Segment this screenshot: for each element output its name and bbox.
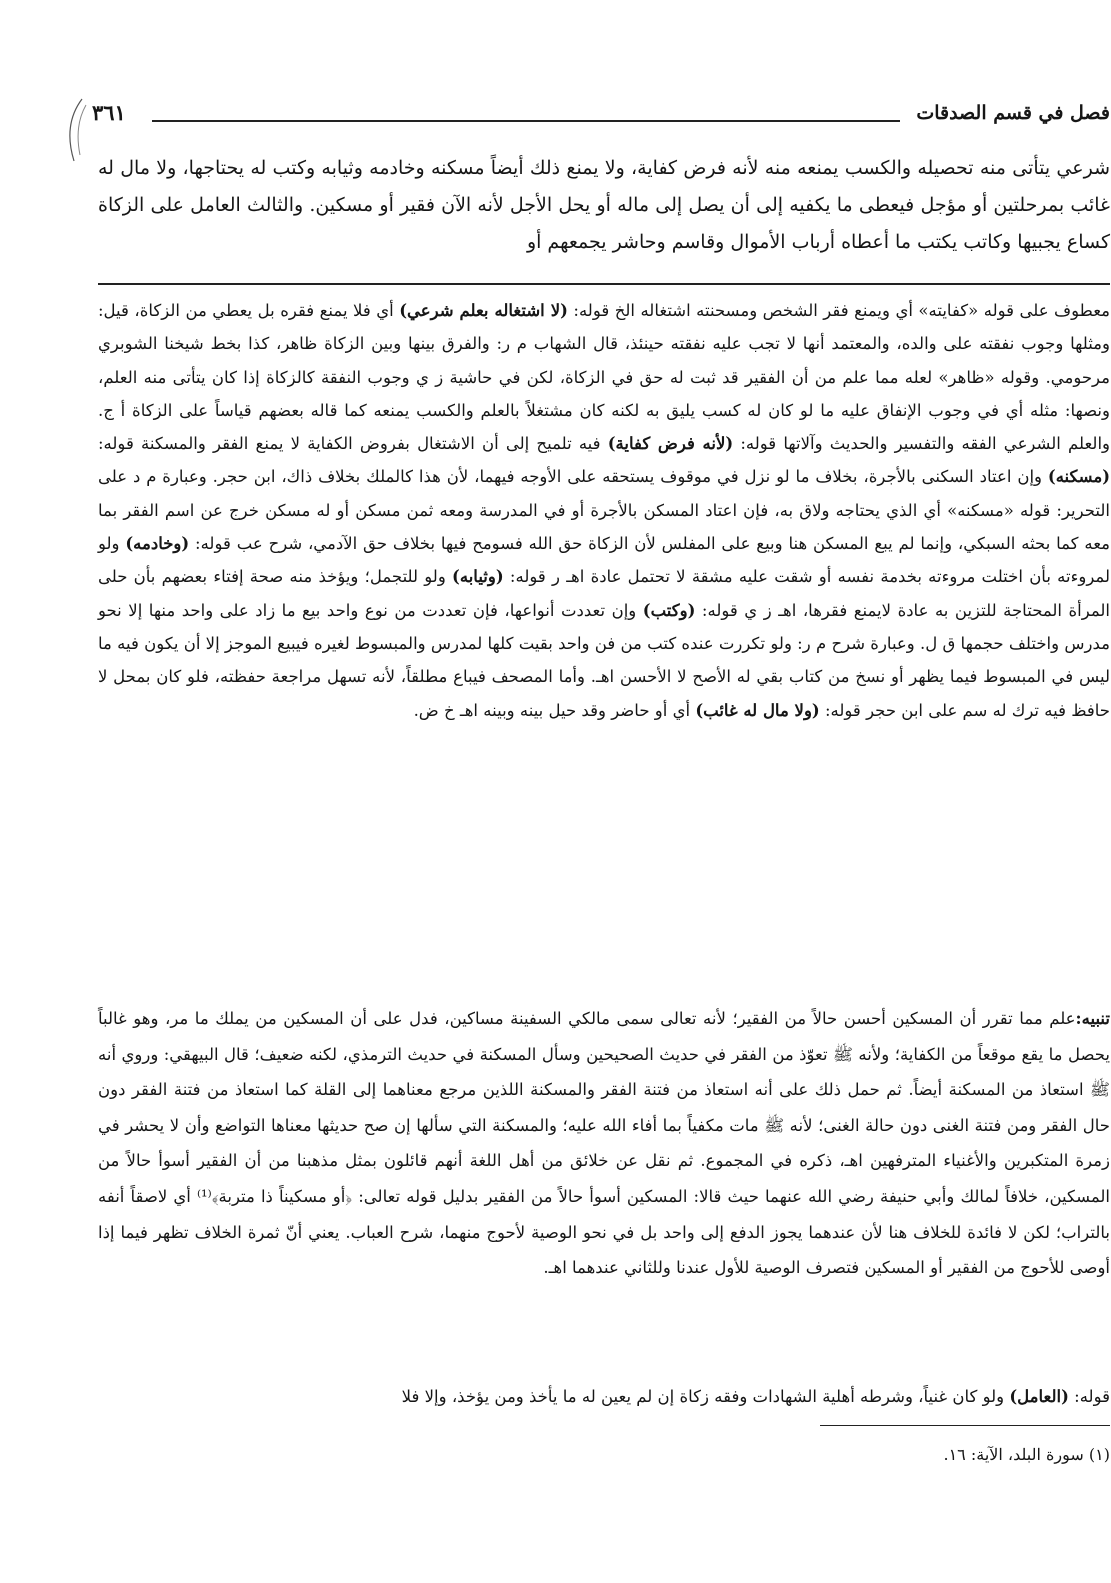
footnote-divider	[820, 1425, 1110, 1426]
last-para-text: قوله:	[1068, 1387, 1110, 1406]
commentary-heading: (وخادمه)	[125, 534, 190, 554]
commentary-text: ولو للتجمل؛ ويؤخذ منه صحة إفتاء بعضهم بأن حلى المرأة المحتاجة للتزين به عادة لايمنع فقرها، اهـ ز ي قوله:	[98, 567, 1110, 620]
chapter-title: فصل في قسم الصدقات	[916, 102, 1110, 124]
commentary-heading: (لا اشتغاله بعلم شرعي)	[399, 301, 568, 320]
page-number: ٣٦١	[92, 100, 126, 125]
commentary	[98, 294, 1110, 727]
main-commentary-divider	[98, 283, 1110, 285]
commentary-heading: (لأنه فرض كفاية)	[607, 434, 734, 454]
header-rule	[152, 120, 900, 122]
last-paragraph	[98, 1380, 1110, 1414]
commentary-heading: (وثيابه)	[452, 567, 504, 587]
commentary-text: فيه تلميح إلى أن الاشتغال بفروض الكفاية لا يمنع الفقر والمسكنة قوله:	[98, 434, 608, 454]
main-paragraph: شرعي يتأتى منه تحصيله والكسب يمنعه منه لأنه فرض كفاية، ولا يمنع ذلك أيضاً مسكنه وخادمه وثيابه وكتب له يحتاجها، ولا مال له غائب بمرحلتين أو مؤجل فيعطى ما يكفيه إلى أن يصل إلى ماله أو يحل الأجل لأنه الآن فقير أو مسكين. والثالث العامل على الزكاة كساع يجبيها وكاتب يكتب ما أعطاه أرباب الأموال وقاسم وحاشر يجمعهم أو	[98, 157, 1110, 253]
footnote-text: سورة البلد، الآية: ١٦.	[943, 1445, 1084, 1464]
last-para-heading: (العامل)	[1009, 1387, 1069, 1406]
running-header	[92, 98, 1110, 138]
tanbih-note	[98, 1001, 1110, 1286]
tanbih-text: علم مما تقرر أن المسكين أحسن حالاً من الفقير؛ لأنه تعالى سمى مالكي السفينة مساكين، فدل على أن المسكين من يملك ما مر، وهو غالباً يحصل ما يقع موقعاً من الكفاية؛ ولأنه ﷺ تعوّذ من الفقر في حديث الصحيحين وسأل المسكنة في حديث الترمذي، لكنه ضعيف؛ قال البيهقي: وروي أنه ﷺ استعاذ من المسكنة أيضاً. ثم حمل ذلك على أنه استعاذ من فتنة الفقر والمسكنة اللذين مرجع معناهما إلى القلة كما استعاذ من فتنة الفقر دون حال الفقر ومن فتنة الغنى دون حالة الغنى؛ لأنه ﷺ مات مكفياً بما أفاء الله عليه؛ والمسكنة التي سألها إن صح حديثها معناها التواضع وأن لا يحشر في زمرة المتكبرين والأغنياء المترفهين اهـ، ذكره في المجموع. ثم نقل عن خلائق من أهل اللغة أنهم قائلون بمثل مذهبنا من أن الفقير أسوأ حالاً من المسكين، خلافاً لمالك وأبي حنيفة رضي الله عنهما حيث قالا: المسكين أسوأ حالاً من الفقير بدليل قوله تعالى: ﴿أو مسكيناً ذا متربة﴾⁽¹⁾ أي لاصقاً أنفه بالتراب؛ لكن لا فائدة للخلاف هنا لأن عندهما يجوز الدفع إلى واحد بل في نحو الوصية لأحوج منهما، شرح العباب. يعني أنّ ثمرة الخلاف تظهر فيما إذا أوصى للأحوج من الفقير أو المسكين فتصرف الوصية للأول عندنا وللثاني عندهما اهـ.	[98, 1009, 1110, 1278]
commentary-text: أي أو حاضر وقد حيل بينه وبينه اهـ خ ض.	[413, 700, 696, 720]
commentary-text: أي فلا يمنع فقره بل يعطي من الزكاة، قيل: ومثلها وجوب نفقته على والده، والمعتمد أنها لا تجب عليه نفقته حينئذ، قال الشهاب م ر: والفرق بينها وبين الزكاة ظاهر، كذا بخط شيخنا الشوبري مرحومي. وقوله «ظاهر» لعله مما علم من أن الفقير قد ثبت له حق في الزكاة، لكن في حاشية ز ي وجوب النفقة كالزكاة إذا كان يتأتى منه العلم، ونصها: مثله أي في وجوب الإنفاق عليه ما لو كان له كسب يليق به لكنه كان مشتغلاً بالعلم والكسب يمنعه كما قاله بعضهم قياساً على الزكاة أ ج. والعلم الشرعي الفقه والتفسير والحديث وآلاتها قوله:	[98, 301, 1111, 454]
commentary-text: وإن تعددت أنواعها، فإن تعددت من نوع واحد بيع ما زاد على واحد منها إلا نحو مدرس واختلف حجمها ق ل. وعبارة شرح م ر: ولو تكررت عنده كتب من فن واحد بقيت كلها لمدرس والمبسوط لغيره فيبيع الموجز إلا أن يكون فيه ما ليس في المبسوط فيما يظهر أو نسخ من كتاب بقي له الأصح لا الأحسن اهـ. وأما المصحف فيباع مطلقاً، لأنه تسهل مراجعة حفظته، فلو كان بمحل لا حافظ فيه ترك له سم على ابن حجر قوله:	[98, 600, 1110, 720]
commentary-text: ولو لمروءته بأن اختلت مروءته بخدمة نفسه أو شقت عليه مشقة لا تحتمل عادة اهـ ر قوله:	[98, 534, 1111, 587]
commentary-text: معطوف على قوله «كفايته» أي ويمنع فقر الشخص ومسحنته اشتغاله الخ قوله:	[567, 301, 1110, 320]
tanbih-paragraph	[98, 1001, 1110, 1286]
commentary-heading: (ولا مال له غائب)	[695, 700, 820, 720]
commentary-heading: (وكتب)	[642, 600, 696, 620]
footnote	[98, 1440, 1110, 1470]
commentary-paragraph	[98, 294, 1110, 727]
footnote-number: (١)	[1088, 1445, 1110, 1464]
footnote-line	[98, 1440, 1110, 1470]
commentary-heading: (مسكنه)	[1047, 467, 1110, 487]
commentary-text: وإن اعتاد السكنى بالأجرة، بخلاف ما لو نزل في موقوف يستحقه على الأوجه فيهما، لأن هذا كالملك بخلاف ذاك، ابن حجر. وعبارة م د على التحرير: قوله «مسكنه» أي الذي يحتاجه ولاق به، فإن اعتاد المسكن بالأجرة أو في المدرسة ومعه ثمن مسكن أو له مسكن خرج عن اسم الفقر بما معه كما بحثه السبكي، وإنما لم يبع المسكن هنا وبيع على المفلس لأن الزكاة حق الله فسومح فيها بخلاف حق الآدمي، شرح عب قوله:	[98, 467, 1111, 554]
main-text	[98, 150, 1110, 261]
margin-scribble	[62, 95, 90, 165]
last-para-text: ولو كان غنياً، وشرطه أهلية الشهادات وفقه زكاة إن لم يعين له ما يأخذ ومن يؤخذ، وإلا فلا	[401, 1387, 1010, 1406]
tanbih-label: تنبيه:	[1075, 1009, 1110, 1028]
last-paragraph-text	[98, 1380, 1110, 1414]
